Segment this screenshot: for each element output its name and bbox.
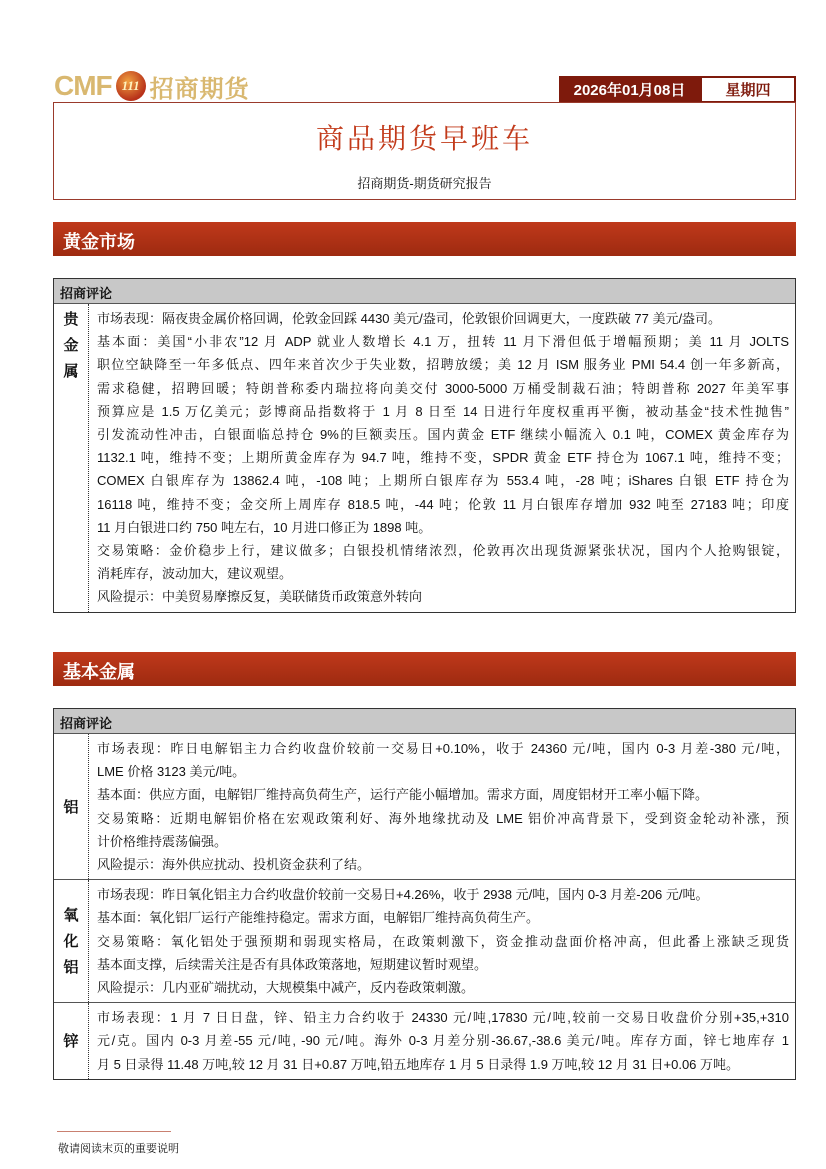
- commentary-line: 市场表现：隔夜贵金属价格回调，伦敦金回踩 4430 美元/盎司，伦敦银价回调更大，一度跌破 77 美元/盎司。: [97, 311, 722, 326]
- commentary-text: [89, 880, 795, 1002]
- commentary-line: 风险提示：海外供应扰动、投机资金获利了结。: [97, 857, 371, 873]
- commentary-line: 交易策略：氧化铝处于强预期和弱现实格局，在政策刺激下，资金推动盘面价格冲高，但此番上涨缺乏现货: [97, 933, 789, 949]
- commentary-line: 市场表现：昨日氧化铝主力合约收盘价较前一交易日+4.26%，收于 2938 元/吨，国内 0-3 月差-206 元/吨。: [97, 887, 709, 903]
- page-subtitle: 招商期货-期货研究报告: [357, 176, 492, 191]
- commentary-line: 市场表现：1 月 7 日日盘，锌、铅主力合约收于 24330 元/吨,17830 元/吨,较前一交易日收盘价分别+35,+310: [97, 1010, 789, 1026]
- page-title: 商品期货早班车: [315, 122, 533, 155]
- commentary-line: 11 月白银进口约 750 吨左右，10 月进口修正为 1898 吨。: [97, 519, 432, 535]
- commentary-line: 风险提示：中美贸易摩擦反复，美联储货币政策意外转向: [97, 589, 423, 605]
- commodity-label-char: 锌: [63, 1032, 79, 1051]
- commodity-label: [54, 1003, 89, 1079]
- company-logo: [54, 68, 250, 104]
- commodity-label: [54, 304, 89, 612]
- title-box: [53, 102, 796, 200]
- table-row: [54, 304, 795, 612]
- commodity-label-char: 铝: [63, 797, 79, 816]
- commentary-line: 计价格维持震荡偏强。: [97, 833, 228, 849]
- commentary-line: LME 价格 3123 美元/吨。: [97, 764, 246, 780]
- table-body: [54, 304, 795, 612]
- commodity-label: [54, 734, 89, 879]
- report-weekday: 星期四: [700, 76, 796, 103]
- commodity-label-char: 金: [63, 336, 79, 354]
- commodity-label-char: 属: [63, 362, 79, 380]
- logo-badge-icon: 111: [116, 71, 146, 101]
- commentary-line: 16118 吨，维持不变；金交所上周库存 818.5 吨，-44 吨；伦敦 11 月白银库存增加 932 吨至 27183 吨；印度: [97, 496, 789, 512]
- commodity-label-char: 贵: [63, 310, 79, 328]
- commentary-line: 1132.1 吨，维持不变；上期所黄金库存为 94.7 吨，维持不变，SPDR 黄金 ETF 持仓为 1067.1 吨，维持不变；: [97, 450, 789, 466]
- commodity-label-char: 铝: [63, 958, 79, 977]
- commentary-line: 市场表现：昨日电解铝主力合约收盘价较前一交易日+0.10%，收于 24360 元/吨，国内 0-3 月差-380 元/吨，: [97, 741, 789, 756]
- table-header: 招商评论: [54, 709, 795, 734]
- section-title-gold: 黄金市场: [53, 222, 796, 256]
- commentary-line: 风险提示：几内亚矿端扰动，大规模集中减产，反内卷政策刺激。: [97, 980, 475, 996]
- table-row: [54, 879, 795, 1002]
- commentary-line: 月 5 日录得 11.48 万吨,较 12 月 31 日+0.87 万吨,铅五地库存 1 月 5 日录得 1.9 万吨,较 12 月 31 日+0.06 万吨。: [97, 1056, 740, 1072]
- commentary-line: 交易策略：金价稳步上行，建议做多；白银投机情绪浓烈，伦敦再次出现货源紧张状况，国内个人抢购银锭，: [97, 543, 789, 559]
- commodity-label-char: 化: [63, 932, 79, 951]
- footer-note: 敬请阅读末页的重要说明: [58, 1143, 179, 1155]
- base-metals-comment-table: [53, 708, 796, 1080]
- commentary-line: 职位空缺降至一年多低点、四年来首次少于失业数，招聘放缓；美 12 月 ISM 服务业 PMI 54.4 创一年多新高，: [97, 357, 789, 373]
- table-header: 招商评论: [54, 279, 795, 304]
- table-body: [54, 734, 795, 1079]
- commentary-line: 预算应是 1.5 万亿美元；彭博商品指数将于 1 月 8 日至 14 日进行年度权重再平衡，被动基金“技术性抛售”: [97, 403, 789, 419]
- commentary-text: [89, 304, 795, 612]
- commentary-line: 需求稳健，招聘回暖；特朗普称委内瑞拉将向美交付 3000-5000 万桶受制裁石油；特朗普称 2027 年美军事: [97, 380, 789, 396]
- commentary-line: 引发流动性冲击，白银面临总持仓 9%的巨额卖压。国内黄金 ETF 继续小幅流入 0.1 吨，COMEX 黄金库存为: [97, 427, 789, 443]
- report-date: 2026年01月08日: [559, 76, 700, 103]
- commentary-line: 基本面：供应方面，电解铝厂维持高负荷生产，运行产能小幅增加。需求方面，周度铝材开工率小幅下降。: [97, 787, 709, 803]
- commodity-label: [54, 880, 89, 1002]
- commodity-label-char: 氧: [63, 906, 79, 925]
- commentary-line: 基本面支撑，后续需关注是否有具体政策落地，短期建议暂时观望。: [97, 956, 488, 972]
- commentary-line: COMEX 白银库存为 13862.4 吨，-108 吨；上期所白银库存为 553.4 吨，-28 吨；iShares 白银 ETF 持仓为: [97, 473, 789, 489]
- table-row: [54, 1002, 795, 1079]
- commentary-text: [89, 1003, 795, 1079]
- commentary-text: [89, 734, 795, 879]
- commentary-line: 基本面：氧化铝厂运行产能维持稳定。需求方面，电解铝厂维持高负荷生产。: [97, 910, 540, 926]
- footer-divider: [57, 1131, 171, 1132]
- commentary-line: 消耗库存，波动加大，建议观望。: [97, 566, 293, 582]
- logo-chinese: 招商期货: [149, 74, 250, 103]
- commentary-line: 交易策略：近期电解铝价格在宏观政策利好、海外地缘扰动及 LME 铝价冲高背景下，受到资金轮动补涨，预: [97, 810, 789, 826]
- logo-latin: CMF: [54, 70, 112, 101]
- commentary-line: 基本面：美国“小非农”12 月 ADP 就业人数增长 4.1 万，扭转 11 月下滑但低于增幅预期；美 11 月 JOLTS: [97, 334, 789, 350]
- table-row: [54, 734, 795, 879]
- section-title-base-metals: 基本金属: [53, 652, 796, 686]
- commentary-line: 元/克。国内 0-3 月差-55 元/吨, -90 元/吨。海外 0-3 月差分别-36.67,-38.6 美元/吨。库存方面，锌七地库存 1: [97, 1033, 789, 1049]
- gold-comment-table: [53, 278, 796, 613]
